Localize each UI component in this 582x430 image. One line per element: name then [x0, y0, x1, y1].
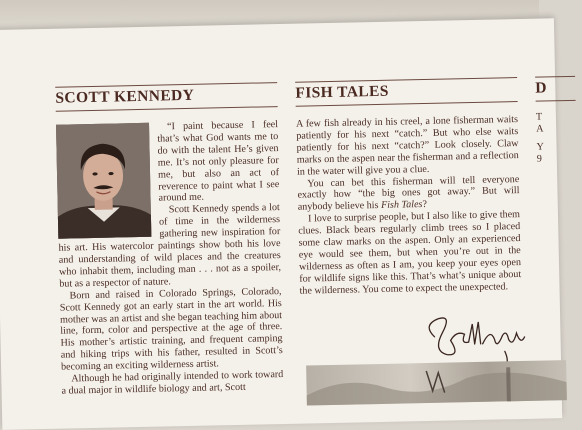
print-sheet: [0, 18, 562, 430]
artist-bio-text: [56, 119, 284, 397]
painting-description-column: [295, 77, 521, 297]
painting-description-text: [296, 114, 522, 297]
fragment-line: 9: [536, 153, 542, 165]
description-paragraph-1: A few fish already in his creel, a lone fisherman waits patiently for his next “catch.” But who else waits patiently for his next “catch?” Look closely. Claw marks on the aspen near the fisherman and a reflection in the water will give you a clue.: [295, 114, 519, 178]
description-paragraph-3: I love to surprise people, but I also like to give them clues. Black bears regularly climb trees so I placed some claw marks on the aspen. Only an experienced eye would see them, but when you’re out in the wilderness as often as I am, you keep your eyes open for wildlife signs like this. That’s what’s unique about the wilderness. You come to expect the unexpected.: [298, 209, 522, 297]
fragment-line: Y: [536, 141, 544, 153]
artist-portrait-image: [56, 123, 151, 239]
painting-detail-image: [306, 360, 567, 405]
bottom-rule: [536, 100, 576, 102]
artist-bio-column: [55, 82, 283, 397]
bio-paragraph-3: Although he had originally intended to work toward a dual major in wildlife biology and art, Scott: [61, 369, 284, 397]
description-paragraph-2: [297, 174, 520, 214]
artist-heading: SCOTT KENNEDY: [55, 86, 195, 107]
artist-portrait: [56, 123, 151, 239]
top-rule: [535, 76, 575, 78]
next-heading-fragment: D: [535, 79, 548, 97]
painting-heading: FISH TALES: [295, 82, 390, 102]
painting-detail-photo: [306, 360, 567, 405]
bio-paragraph-2: Born and raised in Colorado Springs, Colorado, Scott Kennedy got an early start in the art world. His mother was an artist and she began teaching him about line, form, color and perspective at the age of three. His mother’s artistic training, and frequent camping and hiking trips with his father, resulted in Scott’s becoming an exciting wilderness artist.: [59, 285, 283, 373]
next-column-fragment: [535, 76, 577, 165]
title-emphasis: Fish Tales: [380, 199, 423, 212]
quote-paragraph: “I paint because I feel that’s what God wants me to do with the talent He’s given me. It’s not only pleasure for me, but also an act of reverence to paint what I see around me.: [157, 119, 280, 205]
fragment-line: T: [535, 111, 543, 123]
bio-paragraph-1: Scott Kennedy spends a lot of time in the wilderness gathering new inspiration for his art. His watercolor paintings show both his love and understanding of wild places and the creatures who inhabit them, including man . . . not as a spoiler, but as a respector of nature.: [58, 202, 282, 290]
next-column-text-fragment: [536, 111, 577, 165]
title-emphasis-end: ?: [422, 199, 428, 211]
description-paragraph-2-text: You can bet this fisherman will tell everyone exactly how “the big ones got away.” But will anybody believe his: [297, 173, 520, 214]
fragment-line: A: [536, 123, 544, 135]
